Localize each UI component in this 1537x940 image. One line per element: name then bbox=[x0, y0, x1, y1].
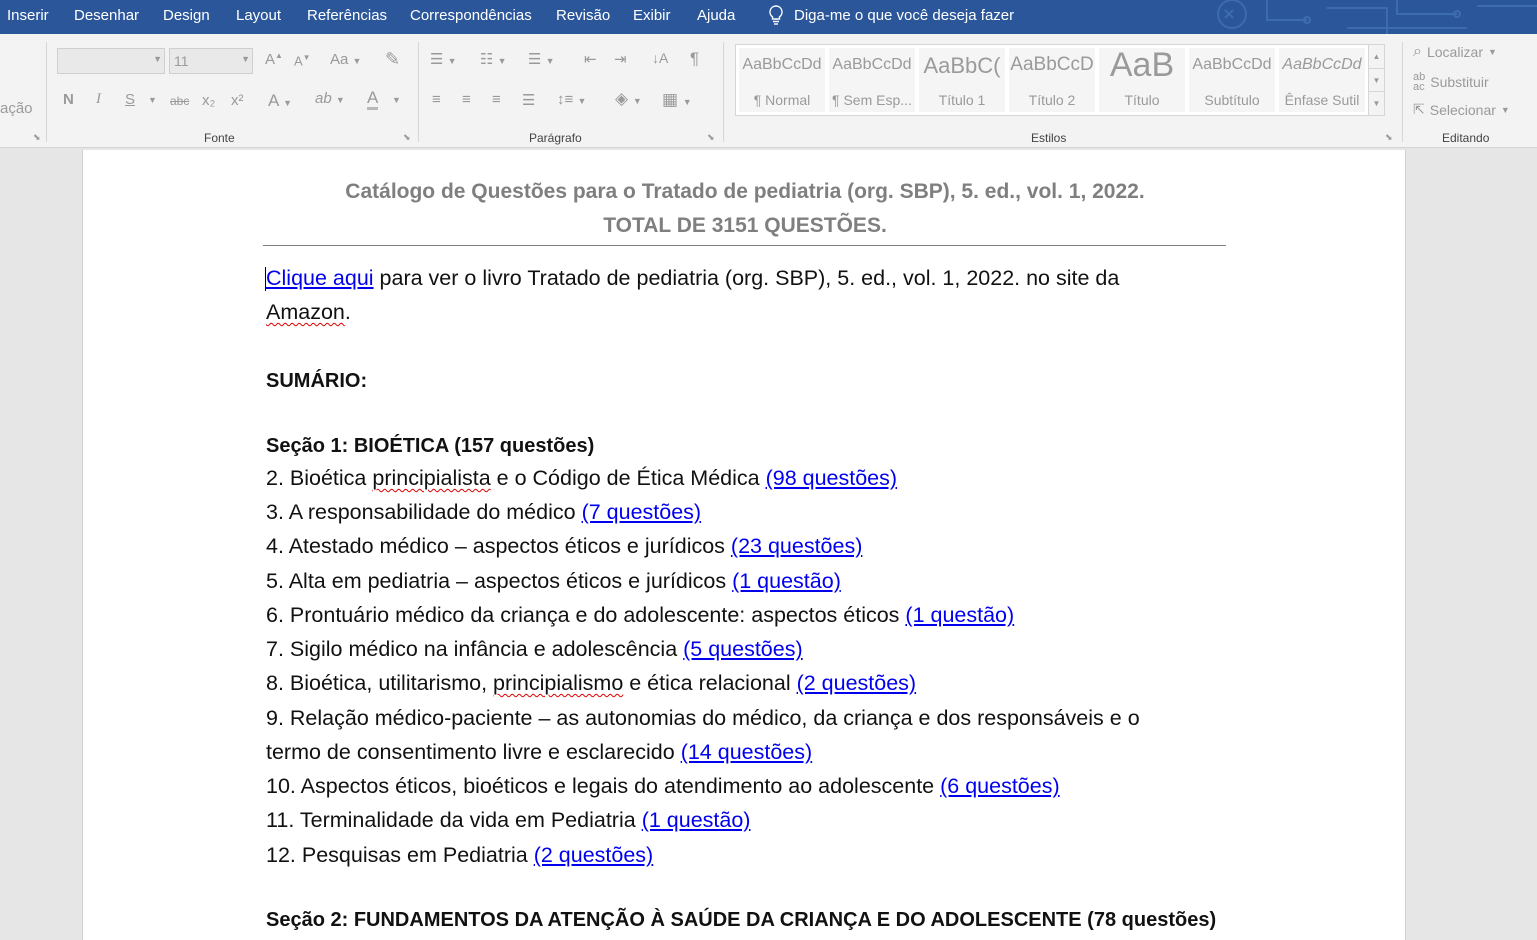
multilevel-list-button[interactable]: ☰ ▼ bbox=[528, 51, 555, 68]
superscript-icon: x² bbox=[231, 92, 244, 109]
replace-label: Substituir bbox=[1430, 74, 1489, 90]
style-heading-2[interactable] bbox=[1009, 48, 1095, 112]
style-preview: AaB bbox=[1109, 48, 1175, 84]
document-total: TOTAL DE 3151 QUESTÕES. bbox=[603, 214, 887, 237]
style-name: ¶ Normal bbox=[753, 92, 811, 108]
toc-item-link[interactable]: (5 questões) bbox=[683, 637, 803, 661]
text-effects-button[interactable]: A ▼ bbox=[268, 91, 293, 110]
group-separator bbox=[418, 42, 419, 142]
toc-item-text: 2. Bioética bbox=[266, 466, 373, 490]
italic-icon: I bbox=[96, 91, 101, 107]
style-title[interactable] bbox=[1099, 48, 1185, 112]
toc-item-text: 6. Prontuário médico da criança e do adolescente: aspectos éticos bbox=[266, 603, 906, 627]
underline-icon: S bbox=[125, 91, 136, 108]
spelling-error[interactable]: Amazon bbox=[266, 300, 345, 324]
tab-revisao[interactable]: Revisão bbox=[556, 7, 611, 24]
subscript-button[interactable] bbox=[202, 92, 215, 109]
grow-font-icon: A bbox=[265, 51, 276, 68]
styles-scrollbar[interactable] bbox=[1368, 45, 1384, 115]
bold-icon: N bbox=[63, 91, 74, 108]
tab-inserir[interactable]: Inserir bbox=[7, 7, 49, 24]
strikethrough-icon: abc bbox=[170, 94, 190, 108]
tab-desenhar[interactable]: Desenhar bbox=[74, 7, 140, 24]
style-normal[interactable] bbox=[739, 48, 825, 112]
borders-icon: ▦ bbox=[662, 90, 679, 109]
style-subtle-emphasis[interactable] bbox=[1279, 48, 1365, 112]
group-separator bbox=[1402, 42, 1403, 142]
toc-item-link[interactable]: (6 questões) bbox=[940, 774, 1060, 798]
toc-item-text: 3. A responsabilidade do médico bbox=[266, 500, 582, 524]
align-center-button[interactable] bbox=[462, 91, 471, 108]
sort-icon: ↓A bbox=[652, 50, 669, 66]
more-styles-icon[interactable]: ▼ bbox=[1369, 91, 1384, 114]
document-title: Catálogo de Questões para o Tratado de pediatria (org. SBP), 5. ed., vol. 1, 2022. bbox=[345, 180, 1145, 203]
group-separator bbox=[46, 42, 47, 142]
style-preview: AaBbCcD bbox=[1010, 54, 1094, 75]
tab-ajuda[interactable]: Ajuda bbox=[697, 7, 736, 24]
grow-font-button[interactable]: A▲ bbox=[265, 51, 283, 68]
clipboard-partial-label: ação bbox=[0, 100, 33, 117]
clipboard-launcher-icon[interactable]: ⬊ bbox=[33, 132, 41, 142]
toc-item-text: 4. Atestado médico – aspectos éticos e jurídicos bbox=[266, 534, 731, 558]
spelling-error[interactable]: principialista bbox=[372, 466, 491, 490]
increase-indent-icon: ⇥ bbox=[614, 51, 627, 68]
superscript-button[interactable] bbox=[231, 92, 244, 109]
style-preview: AaBbCcDd bbox=[832, 56, 912, 73]
shrink-font-icon: A bbox=[294, 53, 303, 69]
style-name: Título bbox=[1124, 92, 1160, 108]
align-center-icon: ≡ bbox=[462, 91, 471, 108]
tab-referencias[interactable]: Referências bbox=[307, 7, 388, 24]
section-2-heading: Seção 2: FUNDAMENTOS DA ATENÇÃO À SAÚDE DA CRIANÇA E DO ADOLESCENTE (78 questões) bbox=[266, 909, 1217, 931]
style-name: Ênfase Sutil bbox=[1284, 92, 1360, 108]
shrink-font-button[interactable]: A▼ bbox=[294, 53, 311, 69]
justify-button[interactable] bbox=[522, 91, 535, 109]
style-preview: AaBbCcDd bbox=[1282, 56, 1362, 73]
spelling-error[interactable]: principialismo bbox=[493, 671, 624, 695]
ribbon bbox=[0, 34, 1537, 148]
group-label-paragraph: Parágrafo bbox=[529, 131, 582, 145]
select-button[interactable] bbox=[1413, 101, 1510, 118]
align-left-icon: ≡ bbox=[432, 91, 441, 108]
circuit-decoration-icon bbox=[1097, 0, 1537, 34]
toc-item bbox=[266, 637, 803, 662]
intro-text: para ver o livro Tratado de pediatria (org. SBP), 5. ed., vol. 1, 2022. no site da bbox=[373, 266, 1120, 290]
pilcrow-icon: ¶ bbox=[690, 49, 700, 68]
intro-line-2 bbox=[266, 300, 351, 325]
toc-item bbox=[266, 500, 701, 525]
ribbon-tab-bar bbox=[0, 0, 1537, 34]
font-size-value: 11 bbox=[174, 53, 189, 69]
toc-item bbox=[266, 534, 862, 559]
align-right-icon: ≡ bbox=[492, 91, 501, 108]
find-button[interactable] bbox=[1413, 43, 1497, 61]
tab-exibir[interactable]: Exibir bbox=[633, 7, 671, 24]
toc-item bbox=[266, 569, 841, 594]
document-page[interactable] bbox=[82, 150, 1406, 940]
borders-button[interactable]: ▦ ▼ bbox=[662, 90, 692, 109]
toc-item-text: 10. Aspectos éticos, bioéticos e legais do atendimento ao adolescente bbox=[266, 774, 941, 798]
bold-button[interactable] bbox=[63, 91, 74, 108]
find-label: Localizar bbox=[1426, 44, 1483, 60]
sort-button[interactable] bbox=[652, 50, 668, 66]
amazon-link[interactable]: Clique aqui bbox=[266, 266, 374, 290]
styles-gallery bbox=[735, 44, 1385, 116]
style-preview: AaBbCcDd bbox=[742, 56, 822, 73]
toc-item-text: 9. Relação médico-paciente – as autonomias do médico, da criança e dos responsáveis e o bbox=[266, 706, 1140, 730]
style-preview: AaBbC( bbox=[923, 53, 1001, 78]
change-case-button[interactable]: Aa ▼ bbox=[330, 51, 362, 68]
justify-icon: ☰ bbox=[522, 92, 536, 109]
chevron-down-icon: ▼ bbox=[1488, 47, 1497, 57]
summary-heading: SUMÁRIO: bbox=[266, 370, 368, 392]
toc-item bbox=[266, 603, 1014, 628]
line-spacing-icon: ↕≡ bbox=[557, 91, 574, 108]
toc-item bbox=[266, 706, 1140, 731]
font-color-button[interactable] bbox=[367, 89, 378, 110]
toc-item-link[interactable]: (14 questões) bbox=[680, 740, 813, 764]
eraser-icon: ✎ bbox=[385, 49, 401, 69]
italic-button[interactable] bbox=[96, 91, 101, 108]
intro-line bbox=[266, 266, 1119, 291]
toc-item-link[interactable]: (98 questões) bbox=[765, 466, 898, 490]
styles-launcher-icon[interactable]: ⬊ bbox=[1385, 132, 1393, 142]
tab-correspondencias[interactable]: Correspondências bbox=[410, 7, 532, 24]
replace-icon: ab ac bbox=[1413, 71, 1426, 93]
clear-formatting-button[interactable] bbox=[385, 49, 400, 70]
toc-item-link[interactable]: (1 questão) bbox=[732, 569, 841, 593]
select-label: Selecionar bbox=[1429, 101, 1496, 118]
tab-layout[interactable]: Layout bbox=[236, 7, 282, 24]
paint-bucket-icon: ◈ bbox=[615, 89, 629, 108]
subscript-icon: x₂ bbox=[202, 92, 216, 109]
title-divider bbox=[263, 245, 1226, 246]
align-left-button[interactable] bbox=[432, 91, 441, 108]
decrease-indent-button[interactable] bbox=[584, 50, 597, 68]
toc-item bbox=[266, 466, 897, 491]
toc-item-text: e ética relacional bbox=[623, 671, 797, 695]
toc-item bbox=[266, 671, 916, 696]
shading-button[interactable]: ◈ ▼ bbox=[615, 89, 642, 108]
strikethrough-button[interactable] bbox=[170, 94, 189, 108]
line-spacing-button[interactable]: ↕≡ ▼ bbox=[557, 91, 587, 108]
numbered-list-icon: ☷ bbox=[480, 51, 494, 68]
tell-me-text: Diga-me o que você deseja fazer bbox=[794, 6, 1015, 24]
tell-me-box[interactable] bbox=[768, 5, 1014, 25]
lightbulb-icon bbox=[768, 5, 784, 25]
style-subtitle[interactable] bbox=[1189, 48, 1275, 112]
font-size-select[interactable]: 11 ▼ bbox=[169, 48, 253, 74]
section-1-heading: Seção 1: BIOÉTICA (157 questões) bbox=[266, 435, 595, 457]
toc-item bbox=[266, 808, 750, 833]
toc-item-text: 7. Sigilo médico na infância e adolescência bbox=[266, 637, 684, 661]
intro-end: . bbox=[344, 300, 351, 324]
tab-design[interactable]: Design bbox=[163, 7, 210, 24]
toc-item bbox=[266, 740, 812, 765]
align-right-button[interactable] bbox=[492, 91, 501, 108]
toc-item-link[interactable]: (7 questões) bbox=[581, 500, 702, 524]
toc-item-link[interactable]: (23 questões) bbox=[730, 534, 863, 558]
toc-item bbox=[266, 843, 653, 868]
group-label-font: Fonte bbox=[204, 131, 235, 145]
style-name: ¶ Sem Esp... bbox=[832, 92, 912, 108]
text-effects-icon: A bbox=[268, 91, 279, 110]
scroll-up-icon[interactable]: ▲ bbox=[1372, 52, 1381, 61]
toc-item-link[interactable]: (1 questão) bbox=[905, 603, 1015, 627]
numbering-button[interactable]: ☷ ▼ bbox=[480, 51, 507, 68]
font-name-select[interactable]: ▼ bbox=[57, 48, 165, 74]
increase-indent-button[interactable] bbox=[614, 50, 627, 68]
style-no-spacing[interactable] bbox=[829, 48, 915, 112]
underline-dropdown-icon[interactable]: ▼ bbox=[148, 95, 157, 105]
group-separator bbox=[723, 42, 724, 142]
font-color-dropdown-icon[interactable]: ▼ bbox=[392, 95, 401, 105]
decrease-indent-icon: ⇤ bbox=[584, 51, 597, 68]
search-icon: ⌕ bbox=[1413, 43, 1422, 60]
replace-button[interactable] bbox=[1413, 72, 1489, 92]
style-preview: AaBbCcDd bbox=[1192, 56, 1272, 73]
multilevel-list-icon: ☰ bbox=[528, 51, 542, 68]
toc-item-text: 8. Bioética, utilitarismo, bbox=[266, 671, 494, 695]
style-name: Título 1 bbox=[938, 92, 986, 108]
font-launcher-icon[interactable]: ⬊ bbox=[403, 132, 411, 142]
change-case-icon: Aa bbox=[330, 51, 349, 68]
toc-item-text: e o Código de Ética Médica bbox=[490, 466, 766, 490]
bullet-list-icon: ☰ bbox=[430, 51, 444, 68]
highlight-button[interactable]: ab ▼ bbox=[315, 90, 345, 107]
group-label-editing: Editando bbox=[1442, 131, 1490, 145]
toc-item-text: 11. Terminalidade da vida em Pediatria bbox=[266, 808, 642, 832]
toc-item-link[interactable]: (1 questão) bbox=[641, 808, 751, 832]
underline-button[interactable] bbox=[125, 91, 135, 108]
toc-item-link[interactable]: (2 questões) bbox=[796, 671, 917, 695]
paragraph-launcher-icon[interactable]: ⬊ bbox=[707, 132, 715, 142]
scroll-down-icon[interactable]: ▼ bbox=[1369, 68, 1384, 91]
chevron-down-icon: ▼ bbox=[1500, 104, 1510, 115]
show-marks-button[interactable] bbox=[690, 49, 699, 69]
style-name: Subtítulo bbox=[1204, 92, 1260, 108]
toc-item-text: termo de consentimento livre e esclarecido bbox=[266, 740, 681, 764]
toc-item-link[interactable]: (2 questões) bbox=[533, 843, 654, 867]
font-color-icon: A bbox=[367, 88, 379, 107]
toc-item bbox=[266, 774, 1060, 799]
cursor-arrow-icon: ⇱ bbox=[1413, 101, 1425, 117]
toc-item-text: 12. Pesquisas em Pediatria bbox=[266, 843, 534, 867]
style-name: Título 2 bbox=[1028, 92, 1076, 108]
highlighter-icon: ab bbox=[315, 90, 332, 107]
toc-item-text: 5. Alta em pediatria – aspectos éticos e jurídicos bbox=[266, 569, 733, 593]
style-heading-1[interactable] bbox=[919, 48, 1005, 112]
bullets-button[interactable]: ☰ ▼ bbox=[430, 51, 457, 68]
group-label-styles: Estilos bbox=[1031, 131, 1067, 145]
